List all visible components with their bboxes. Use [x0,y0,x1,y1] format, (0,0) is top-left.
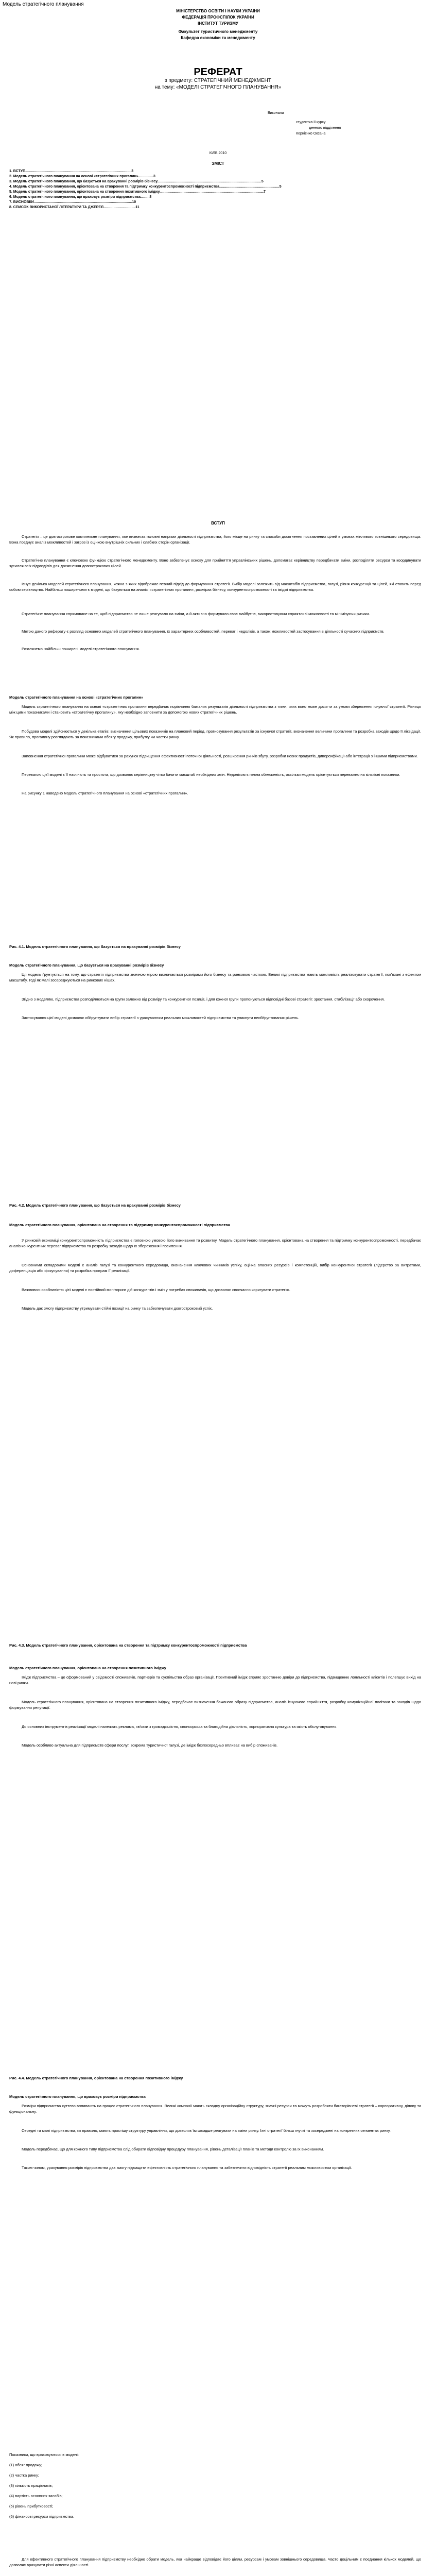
gap-model-paragraph: На рисунку 1 наведено модель стратегічного планування на основі «стратегічних прогалин». [22,791,188,795]
image-model-paragraph: До основних інструментів реалізації моделі належать реклама, зв'язки з громадськістю, спонсорська та благодійна діяльність, корпоративна культура та якість обслуговування. [22,1724,338,1729]
city-year: КИЇВ 2010 [209,151,227,155]
size-model-paragraph: Ця модель ґрунтується на тому, що стратегія підприємства значною мірою визначається розмірами його бізнесу та ринковою часткою. Великі підприємства мають можливість реалізовувати стратегії, пов'язані з ефектом масштабу, тоді як малі зосереджуються на ринкових нішах. [9,972,421,982]
author-course: студентка ІІ курсу [296,121,326,124]
competitive-model-paragraph: Основними складовими моделі є аналіз галузі та конкурентного середовища, визначення ключових чинників успіху, оцінка власних ресурсів і компетенцій, вибір конкурентної стратегії (лідерство за витратами, диференціація або фокусування) та розробка програм її реалізації. [9,1263,421,1273]
intro-paragraph: Стратегічне планування спрямоване на те, щоб підприємство не лише реагувало на зміни, а й активно формувало своє майбутнє, використовуючи сприятливі можливості та мінімізуючи ризики. [22,612,370,616]
list-item: (3) кількість працівників; [9,2483,53,2488]
table-of-contents [9,169,416,210]
enterprise-size-paragraph: Таким чином, урахування розмірів підприємства дає змогу підвищити ефективність стратегічного планування та забезпечити відповідність стратегії реальним можливостям організації. [22,2165,352,2170]
gap-model-paragraph: Побудова моделі здійснюється у декілька етапів: визначення цільових показників на плановий період, прогнозування результатів за існуючої стратегії, визначення величини прогалини та розробка заходів щодо її ліквідації. Як правило, прогалину розглядають за показниками обсягу продажу, прибутку чи частки ринку. [9,729,421,739]
enterprise-size-paragraph: Розміри підприємства суттєво впливають на процес стратегічного планування. Великі компанії мають складну організаційну структуру, значні ресурси та можуть розробляти багаторівневі стратегії – корпоративну, ділову та функціональну. [9,2104,421,2114]
image-model-paragraph: Модель стратегічного планування, орієнтована на створення позитивного іміджу, передбачає визначення бажаного образу підприємства, аналіз існуючого сприйняття, розробку комунікаційної політики та заходів щодо формування репутації. [9,1700,421,1710]
toc-item[interactable]: 3. Модель стратегічного планування, що базується на врахуванні розмірів бізнесу........................................................................................................5 [9,180,264,183]
list-item: (1) обсяг продажу; [9,2463,42,2467]
list-item: (6) фінансові ресурси підприємства. [9,2514,75,2519]
figure-caption: Рис. 4.2. Модель стратегічного планування, що базується на врахуванні розмірів бізнесу [9,1203,181,1208]
faculty-heading: Факультет туристичного менеджменту [178,29,258,34]
department-heading: Кафедра економіки та менеджменту [181,36,255,40]
section-heading-image-model: Модель стратегічного планування, орієнтована на створення позитивного іміджу [9,1666,166,1670]
document-title: РЕФЕРАТ [194,66,242,78]
toc-item[interactable]: 7. ВИСНОВКИ..................................................................................................10 [9,200,136,204]
page-title: Модель стратегічного планування [3,2,84,7]
toc-item[interactable]: 4. Модель стратегічного планування, орієнтована на створення та підтримку конкурентоспроможності підприємства............................................................5 [9,185,282,189]
size-model-paragraph: Застосування цієї моделі дозволяє обґрунтувати вибір стратегії з урахуванням реальних можливостей підприємства та уникнути необґрунтованих рішень. [22,1015,300,1020]
author-dept: денного відділення [309,126,341,130]
toc-item[interactable]: 8. СПИСОК ВИКОРИСТАНОЇ ЛІТЕРАТУРИ ТА ДЖЕРЕЛ................................11 [9,206,139,209]
gap-model-paragraph: Перевагою цієї моделі є її наочність та простота, що дозволяє керівництву чітко бачити масштаб необхідних змін. Недоліком є певна обмеженість, оскільки модель орієнтується переважно на кількісні показники. [22,772,400,777]
gap-model-paragraph: Заповнення стратегічної прогалини може відбуватися за рахунок підвищення ефективності поточної діяльності, розширення ринків збуту, розробки нових продуктів, диверсифікації або інтеграції з іншими підприємствами. [22,754,418,758]
figure-caption: Рис. 4.1. Модель стратегічного планування, що базується на врахуванні розмірів бізнесу [9,944,181,949]
toc-heading: ЗМІСТ [212,161,224,166]
conclusion-lead-paragraph: Для ефективного стратегічного планування підприємству необхідно обрати модель, яка найкраще відповідає його цілям, ресурсам і умовам зовнішнього середовища. Часто доцільним є поєднання кількох моделей, що дозволяє врахувати різні аспекти діяльності. [9,2557,421,2567]
topic-line: на тему: «МОДЕЛІ СТРАТЕГІЧНОГО ПЛАНУВАННЯ» [154,84,282,90]
author-label: Виконала [268,111,284,115]
enterprise-size-paragraph: Модель передбачає, що для кожного типу підприємства слід обирати відповідну процедуру планування, рівень деталізації планів та методи контролю за їх виконанням. [22,2147,324,2151]
section-heading-gap-model: Модель стратегічного планування на основі «стратегічних прогалин» [9,695,144,700]
list-item: (5) рівень прибутковості; [9,2504,54,2509]
federation-heading: ФЕДЕРАЦІЯ ПРОФСПІЛОК УКРАЇНИ [182,15,254,20]
figure-caption: Рис. 4.4. Модель стратегічного планування, орієнтована на створення позитивного іміджу [9,2076,183,2080]
factors-intro: Показники, що враховуються в моделі: [9,2452,79,2457]
toc-item[interactable]: 2. Модель стратегічного планування на основі «стратегічних прогалин»...............3 [9,175,155,178]
subject-line: з предмету: СТРАТЕГІЧНИЙ МЕНЕДЖМЕНТ [165,78,271,83]
gap-model-paragraph: Модель стратегічного планування на основі «стратегічних прогалин» передбачає порівняння бажаних результатів діяльності підприємства з тими, яких воно може досягти за умови збереження існуючої стратегії. Різниця між цими показниками і становить «стратегічну прогалину», яку необхідно заповнити за допомогою нових стратегічних рішень. [9,704,421,715]
competitive-model-paragraph: У ринковій економіці конкурентоспроможність підприємства є головною умовою його виживання та розвитку. Модель стратегічного планування, орієнтована на створення та підтримку конкурентоспроможності, передбачає аналіз конкурентних переваг підприємства та розробку заходів щодо їх збереження і посилення. [9,1238,421,1248]
toc-item[interactable]: 6. Модель стратегічного планування, що враховує розміри підприємства.........8 [9,195,152,199]
image-model-paragraph: Імідж підприємства – це сформований у свідомості споживачів, партнерів та суспільства образ організації. Позитивний імідж сприяє зростанню довіри до підприємства, підвищенню лояльності клієнтів і полегшує вихід на нові ринки. [9,1675,421,1685]
list-item: (2) частка ринку; [9,2473,39,2478]
institute-heading: ІНСТИТУТ ТУРИЗМУ [198,21,238,26]
intro-heading: ВСТУП [211,521,225,526]
size-model-paragraph: Згідно з моделлю, підприємства розподіляються на групи залежно від розміру та конкурентної позиції, і для кожної групи пропонуються відповідні базові стратегії: зростання, стабілізації або скорочення. [22,997,385,1002]
enterprise-size-paragraph: Середні та малі підприємства, як правило, мають простішу структуру управління, що дозволяє їм швидше реагувати на зміни ринку. Їхні стратегії більш гнучкі та зосереджені на конкретних сегментах ринку. [22,2128,391,2133]
list-item: (4) вартість основних засобів; [9,2494,63,2498]
ministry-heading: МІНІСТЕРСТВО ОСВІТИ І НАУКИ УКРАЇНИ [176,9,260,13]
section-heading-enterprise-size-model: Модель стратегічного планування, що враховує розміри підприємства [9,2094,146,2099]
toc-item[interactable]: 1. ВСТУП..........................................................................................................3 [9,170,134,173]
intro-paragraph: Метою даного реферату є розгляд основних моделей стратегічного планування, їх характерних особливостей, переваг і недоліків, а також можливостей застосування в діяльності сучасних підприємств. [22,629,385,634]
intro-paragraph: Стратегія – це довгострокове комплексне планування, яке визначає головні напрями діяльності підприємства, його місце на ринку та способи досягнення поставлених цілей в умовах мінливого зовнішнього середовища. Вона поєднує аналіз можливостей і загроз із оцінкою внутрішніх сильних і слабких сторін організації. [9,534,421,545]
image-model-paragraph: Модель особливо актуальна для підприємств сфери послуг, зокрема туристичної галузі, де імідж безпосередньо впливає на вибір споживачів. [22,1743,278,1748]
author-name: Корнієнко Оксана [296,132,326,135]
competitive-model-paragraph: Важливою особливістю цієї моделі є постійний моніторинг дій конкурентів і змін у потребах споживачів, що дозволяє своєчасно коригувати стратегію. [22,1287,290,1292]
section-heading-competitive-model: Модель стратегічного планування, орієнтована на створення та підтримку конкурентоспроможності підприємства [9,1223,230,1227]
factors-list [9,2451,421,2520]
intro-paragraph: Розглянемо найбільш поширені моделі стратегічного планування. [22,647,140,651]
figure-caption: Рис. 4.3. Модель стратегічного планування, орієнтована на створення та підтримку конкурентоспроможності підприємства [9,1643,247,1648]
intro-paragraph: Існує декілька моделей стратегічного планування, кожна з яких відображає певний підхід до формування стратегії. Вибір моделі залежить від масштабів підприємства, галузі, рівня конкуренції та цілей, які ставить перед собою керівництво. Найбільш поширеними є моделі, що базуються на аналізі «стратегічних прогалин», розмірах бізнесу, конкурентоспроможності та іміджі підприємства. [9,582,421,592]
intro-paragraph: Стратегічне планування є ключовою функцією стратегічного менеджменту. Воно забезпечує основу для прийняття управлінських рішень, допомагає керівництву передбачати зміни, розподіляти ресурси та координувати зусилля всіх підрозділів для досягнення довгострокових цілей. [9,558,421,568]
section-heading-size-model: Модель стратегічного планування, що базується на врахуванні розмірів бізнесу [9,963,164,968]
toc-item[interactable]: 5. Модель стратегічного планування, орієнтована на створення позитивного іміджу........................................................................................................7 [9,190,266,194]
competitive-model-paragraph: Модель дає змогу підприємству утримувати стійкі позиції на ринку та забезпечувати довгостроковий успіх. [22,1306,213,1311]
